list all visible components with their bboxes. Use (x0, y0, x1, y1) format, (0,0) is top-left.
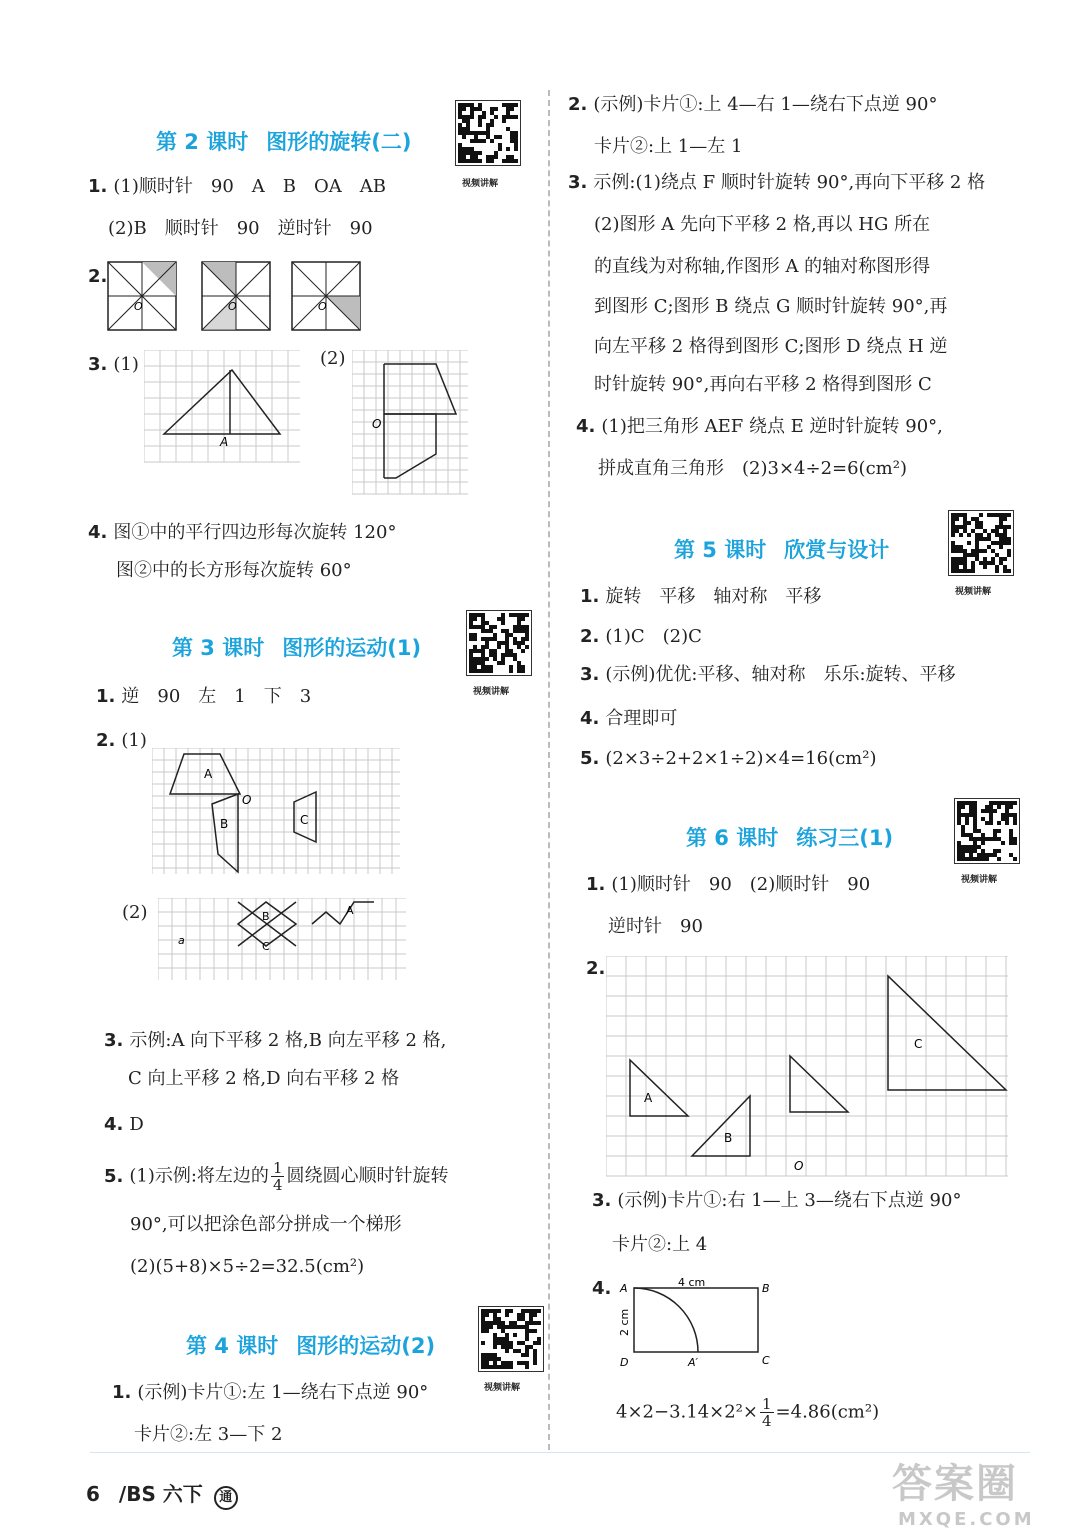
l6-q4-num: 4. (592, 1278, 612, 1299)
l6-q4-a-prime: A′ (688, 1356, 699, 1369)
lesson2-title (156, 126, 411, 156)
l6-fig-o: O (794, 1159, 804, 1173)
l3-q2-part2: (2) (122, 902, 148, 923)
lesson2-qr-code[interactable] (455, 100, 521, 166)
r-q3-line5: 向左平移 2 格得到图形 C;图形 D 绕点 H 逆 (594, 336, 948, 357)
l3-q4-line: 4. D (104, 1114, 144, 1135)
l6-q1-line1: 1. (1)顺时针 90 (2)顺时针 90 (586, 874, 871, 895)
l3-q3-line2: C 向上平移 2 格,D 向右平移 2 格 (128, 1068, 400, 1089)
l6-q3-line2: 卡片②:上 4 (612, 1234, 708, 1255)
l3-q5-line1: 5. (1)示例:将左边的 $\frac{1}{4}$ 圆绕圆心顺时针旋转 (104, 1159, 449, 1194)
l6-q4-b: B (762, 1282, 770, 1295)
l6-q4-formula: 4×2−3.14×2²× $\frac{1}{4}$ =4.86(cm²) (616, 1395, 880, 1430)
lesson3-title: 第 3 课时 图形的运动(1) (172, 636, 422, 660)
r-q2-line2: 卡片②:上 1—左 1 (594, 136, 743, 157)
lesson3-qr-label: 视频讲解 (473, 687, 510, 697)
l3-fig2-a-lower: a (178, 934, 185, 947)
l3-fig-a: A (204, 767, 213, 781)
lesson4-title: 第 4 课时 图形的运动(2) (186, 1334, 436, 1358)
l2-q3-label-o: O (372, 417, 382, 431)
lesson2-label: 第 2 课时 (156, 130, 249, 154)
l2-q1-num: 1. (88, 176, 108, 197)
l6-q2-grid (606, 956, 1010, 1178)
r-q3-line1: 3. 示例:(1)绕点 F 顺时针旋转 90°,再向下平移 2 格 (568, 172, 986, 193)
l2-q1-line1 (88, 176, 386, 198)
l6-q4-figure (614, 1276, 784, 1372)
lesson2-qr-label: 视频讲解 (462, 179, 499, 189)
l2-q3-label-a: A (220, 435, 229, 449)
l3-fig-b: B (220, 817, 229, 831)
l2-q3-part2: (2) (320, 348, 346, 369)
page-footer (86, 1478, 238, 1510)
l6-q4-a: A (620, 1282, 628, 1295)
l2-q4-line1: 4. 图①中的平行四边形每次旋转 120° (88, 522, 397, 543)
l3-q3-line1: 3. 示例:A 向下平移 2 格,B 向左平移 2 格, (104, 1030, 447, 1051)
l5-q3-line: 3. (示例)优优:平移、轴对称 乐乐:旋转、平移 (580, 664, 956, 685)
l6-q4-d: D (620, 1356, 629, 1369)
l5-q2-line: 2. (1)C (2)C (580, 626, 702, 647)
l3-fig-c: C (300, 813, 309, 827)
edition-label: /BS 六下 (118, 1482, 203, 1506)
l3-q2-part1: 2. (1) (96, 730, 147, 751)
l3-q2-grid1 (152, 748, 402, 876)
edition-badge: 通 (214, 1486, 238, 1510)
l6-fig-c: C (914, 1037, 923, 1051)
l6-q1-line2: 逆时针 90 (608, 916, 703, 937)
l3-fig2-a: A (346, 904, 354, 917)
l6-q4-fraction: $\frac{1}{4}$ (761, 1395, 772, 1430)
lesson6-qr-label: 视频讲解 (961, 875, 998, 885)
l6-q4-c: C (762, 1354, 770, 1367)
l3-q2-grid2 (158, 898, 408, 982)
r-q3-line4: 到图形 C;图形 B 绕点 G 顺时针旋转 90°,再 (594, 296, 948, 317)
l5-q1-line: 1. 旋转 平移 轴对称 平移 (580, 586, 822, 607)
r-q3-line2: (2)图形 A 先向下平移 2 格,再以 HG 所在 (594, 214, 931, 235)
l3-fig2-b: B (262, 910, 270, 923)
l3-q1-line: 1. 逆 90 左 1 下 3 (96, 686, 312, 707)
lesson5-qr-code[interactable] (948, 510, 1014, 576)
l2-q1-text1: (1)顺时针 90 A B OA AB (113, 176, 386, 197)
l4-q1-line2: 卡片②:左 3—下 2 (134, 1424, 283, 1445)
l3-fig-o: O (242, 793, 252, 807)
lesson3-qr-code[interactable] (466, 610, 532, 676)
lesson4-qr-code[interactable] (478, 1306, 544, 1372)
watermark-logo: 答案圈 MXQE.COM (892, 1461, 1035, 1530)
lesson4-qr-label: 视频讲解 (484, 1383, 521, 1393)
l3-q5-line2: 90°,可以把涂色部分拼成一个梯形 (130, 1214, 402, 1235)
lesson5-qr-label: 视频讲解 (955, 587, 992, 597)
square-figure-1 (108, 262, 176, 330)
l4-q1-line1: 1. (示例)卡片①:左 1—绕右下点逆 90° (112, 1382, 429, 1403)
l2-q2-num: 2. (88, 266, 108, 287)
l2-q2-o1: O (134, 300, 143, 313)
l2-q3-grid2 (352, 350, 470, 496)
l3-fig2-c: C (262, 940, 270, 953)
l2-q4-line2: 图②中的长方形每次旋转 60° (116, 560, 352, 581)
page-number: 6 (86, 1482, 100, 1506)
lesson2-name: 图形的旋转(二) (266, 130, 412, 154)
square-figure-3 (292, 262, 360, 330)
l6-fig-a: A (644, 1091, 653, 1105)
l6-fig-b: B (724, 1131, 733, 1145)
l6-q4-top-label: 4 cm (678, 1276, 706, 1289)
l2-q2-o3: O (318, 300, 327, 313)
l2-q2-o2: O (228, 300, 237, 313)
lesson5-title: 第 5 课时 欣赏与设计 (674, 538, 890, 562)
l5-q5-line: 5. (2×3÷2+2×1÷2)×4=16(cm²) (580, 748, 877, 769)
lesson6-title: 第 6 课时 练习三(1) (686, 826, 894, 850)
l6-q2-num: 2. (586, 958, 606, 979)
square-figure-2 (202, 262, 270, 330)
column-divider (548, 90, 550, 1450)
r-q3-line6: 时针旋转 90°,再向右平移 2 格得到图形 C (594, 374, 932, 395)
r-q4-line2: 拼成直角三角形 (2)3×4÷2=6(cm²) (598, 458, 907, 479)
l2-q2-figures (106, 260, 382, 332)
l6-q4-side-label: 2 cm (618, 1308, 631, 1336)
r-q3-line3: 的直线为对称轴,作图形 A 的轴对称图形得 (594, 256, 931, 277)
l3-q5-fraction: $\frac{1}{4}$ (272, 1159, 283, 1194)
l2-q3-line: 3. (1) (88, 354, 139, 375)
bottom-rule (90, 1452, 1030, 1453)
l3-q5-line3: (2)(5+8)×5÷2=32.5(cm²) (130, 1256, 365, 1277)
l2-q1-line2: (2)B 顺时针 90 逆时针 90 (108, 218, 373, 239)
l6-q3-line1: 3. (示例)卡片①:右 1—上 3—绕右下点逆 90° (592, 1190, 962, 1211)
r-q4-line1: 4. (1)把三角形 AEF 绕点 E 逆时针旋转 90°, (576, 416, 943, 437)
lesson6-qr-code[interactable] (954, 798, 1020, 864)
l5-q4-line: 4. 合理即可 (580, 708, 678, 729)
r-q2-line1: 2. (示例)卡片①:上 4—右 1—绕右下点逆 90° (568, 94, 938, 115)
l2-q3-grid1 (144, 350, 302, 478)
